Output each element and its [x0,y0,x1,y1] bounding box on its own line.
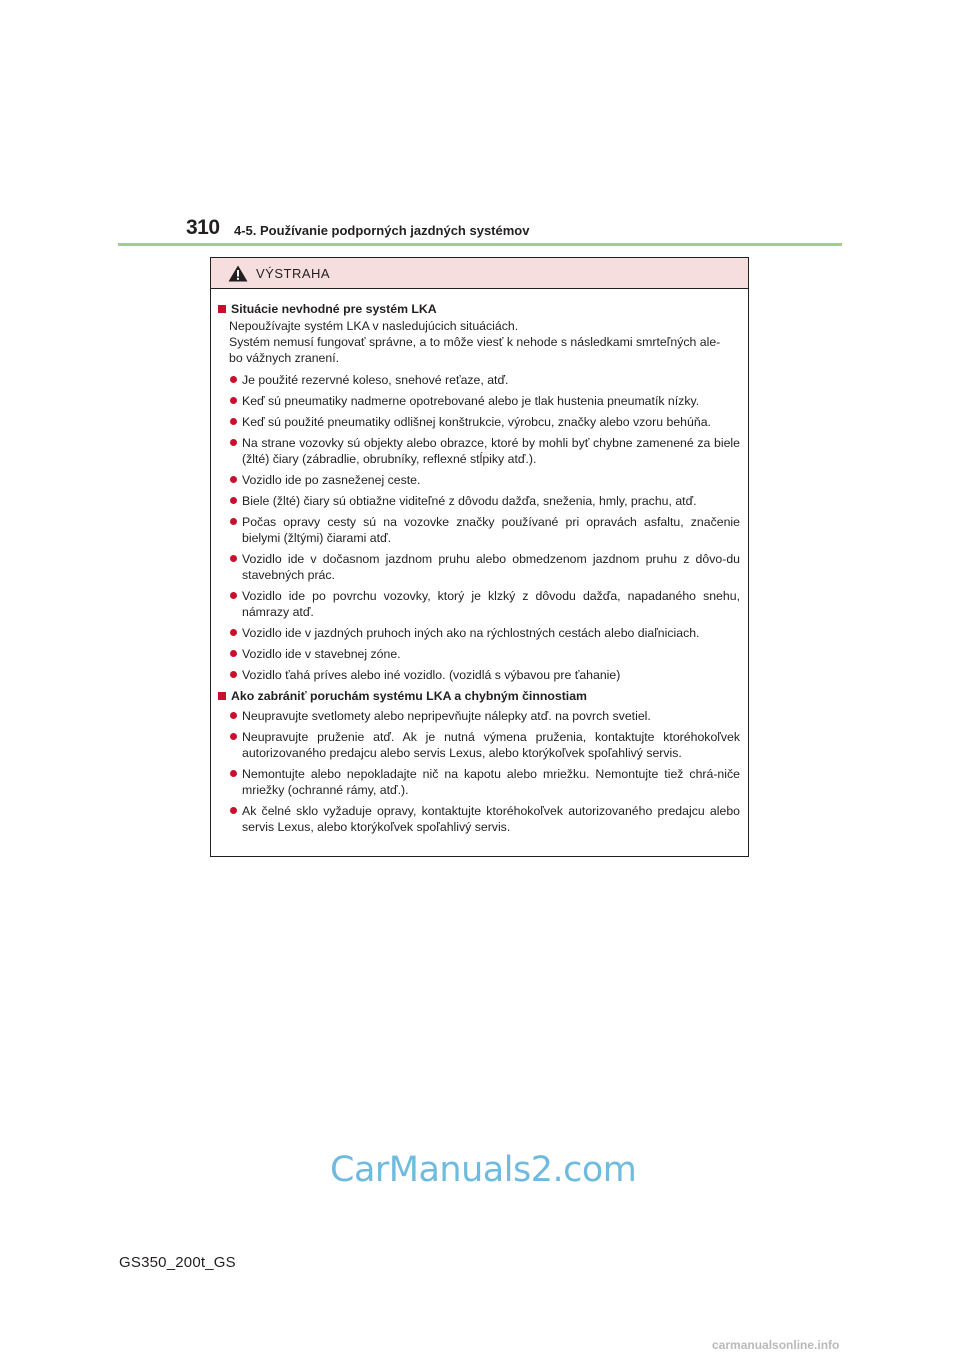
list-item: Nemontujte alebo nepokladajte nič na kapotu alebo mriežku. Nemontujte tiež chrá-niče mriežky (ochranné rámy, atď.). [230,766,740,798]
list-item: Ak čelné sklo vyžaduje opravy, kontaktujte ktoréhokoľvek autorizovaného predajcu alebo servis Lexus, alebo ktorýkoľvek spoľahlivý servis. [230,803,740,835]
round-bullet-icon [230,518,237,525]
round-bullet-icon [230,807,237,814]
warning-triangle-icon [228,265,248,282]
warning-header [211,258,748,289]
round-bullet-icon [230,497,237,504]
square-bullet-icon [218,692,226,700]
section-heading: Situácie nevhodné pre systém LKA [218,301,740,317]
warning-title: VÝSTRAHA [256,265,331,281]
section-title: 4-5. Používanie podporných jazdných systémov [234,223,530,238]
list-item: Vozidlo ide po zasneženej ceste. [230,472,740,488]
intro-line: bo vážnych zranení. [229,351,340,365]
round-bullet-icon [230,733,237,740]
header-rule [118,243,842,246]
round-bullet-icon [230,476,237,483]
round-bullet-icon [230,592,237,599]
list-item: Na strane vozovky sú objekty alebo obrazce, ktoré by mohli byť chybne zamenené za biele (žlté) čiary (zábradlie, obrubníky, reflexné stĺpiky atď.). [230,435,740,467]
list-item: Neupravujte pruženie atď. Ak je nutná výmena pruženia, kontaktujte ktoréhokoľvek autorizovaného predajcu alebo servis Lexus, alebo ktorýkoľvek spoľahlivý servis. [230,729,740,761]
round-bullet-icon [230,397,237,404]
list-item: Keď sú pneumatiky nadmerne opotrebované alebo je tlak hustenia pneumatík nízky. [230,393,740,409]
round-bullet-icon [230,376,237,383]
list-item: Neupravujte svetlomety alebo nepripevňujte nálepky atď. na povrch svetiel. [230,708,740,724]
round-bullet-icon [230,629,237,636]
list-item: Je použité rezervné koleso, snehové reťaze, atď. [230,372,740,388]
list-item: Počas opravy cesty sú na vozovke značky používané pri opravách asfaltu, značenie bielymi (žltými) čiarami atď. [230,514,740,546]
list-item: Vozidlo ide v dočasnom jazdnom pruhu alebo obmedzenom jazdnom pruhu z dôvo-du stavebných prác. [230,551,740,583]
watermark-logo: CarManuals2.com [330,1150,637,1190]
section-heading: Ako zabrániť poruchám systému LKA a chybným činnostiam [218,688,740,704]
list-item: Vozidlo ťahá príves alebo iné vozidlo. (vozidlá s výbavou pre ťahanie) [230,667,740,683]
list-item: Keď sú použité pneumatiky odlišnej konštrukcie, výrobcu, značky alebo vzoru behúňa. [230,414,740,430]
round-bullet-icon [230,770,237,777]
round-bullet-icon [230,671,237,678]
page-number: 310 [186,216,220,239]
list-item: Vozidlo ide v jazdných pruhoch iných ako na rýchlostných cestách alebo diaľniciach. [230,625,740,641]
round-bullet-icon [230,555,237,562]
watermark-corner: carmanualsonline.info [712,1338,840,1352]
model-code: GS350_200t_GS [119,1254,236,1271]
round-bullet-icon [230,418,237,425]
list-item: Biele (žlté) čiary sú obtiažne viditeľné z dôvodu dažďa, sneženia, hmly, prachu, atď. [230,493,740,509]
warning-body [211,289,748,835]
warning-box [210,257,749,857]
intro-line: Systém nemusí fungovať správne, a to môže viesť k nehode s následkami smrteľných ale- [229,335,721,349]
round-bullet-icon [230,650,237,657]
list-item: Vozidlo ide po povrchu vozovky, ktorý je klzký z dôvodu dažďa, napadaného snehu, námrazy atď. [230,588,740,620]
list-item: Vozidlo ide v stavebnej zóne. [230,646,740,662]
round-bullet-icon [230,712,237,719]
round-bullet-icon [230,439,237,446]
section-intro [229,318,740,366]
square-bullet-icon [218,305,226,313]
intro-line: Nepoužívajte systém LKA v nasledujúcich situáciách. [229,319,519,333]
